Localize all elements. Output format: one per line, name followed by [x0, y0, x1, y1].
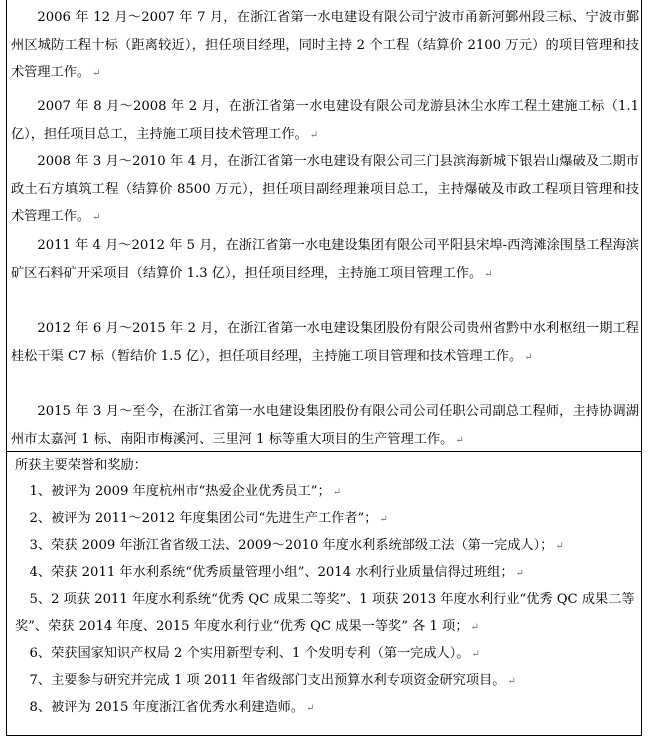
career-paragraph: 2007 年 8 月～2008 年 2 月，在浙江省第一水电建设有限公司龙游县沐尘水库工程土建施工标（1.1 亿），担任项目总工，主持施工项目技术管理工作。 ↵ [11, 99, 639, 142]
career-paragraph: 2012 年 6 月～2015 年 2 月，在浙江省第一水电建设集团股份有限公司贵州省黔中水利枢纽一期工程桂松干渠 C7 标（暂结价 1.5 亿），担任项目经理，主持施工项目管理和技术管理工作。 ↵ [11, 321, 639, 364]
honors-cell [7, 452, 641, 735]
honor-item: 3、荣获 2009 年浙江省省级工法、2009～2010 年度水利系统部级工法（第一完成人）； ↵ [29, 538, 564, 553]
resume-table [6, 0, 642, 736]
career-paragraph: 2006 年 12 月～2007 年 7 月，在浙江省第一水电建设有限公司宁波市甬新河鄞州段三标、宁波市鄞州区城防工程十标（距离较近），担任项目经理，同时主持 2 个工程（结算价 2100 万元）的项目管理和技术管理工作。 ↵ [11, 10, 639, 80]
paragraph-mark-icon: ↵ [379, 514, 388, 525]
career-paragraph: 2011 年 4 月～2012 年 5 月，在浙江省第一水电建设集团有限公司平阳县宋埠-西湾滩涂围垦工程海滨矿区石料矿开采项目（结算价 1.3 亿），担任项目经理，主持施工项目管理工作。 ↵ [11, 238, 639, 281]
career-cell [7, 0, 641, 452]
honor-item: 6、荣获国家知识产权局 2 个实用新型专利、1 个发明专利（第一完成人）。 ↵ [29, 646, 480, 661]
honor-item: 1、被评为 2009 年度杭州市“热爱企业优秀员工”； ↵ [29, 484, 342, 499]
honor-item: 4、荣获 2011 年水利系统“优秀质量管理小组”、2014 水利行业质量信得过班组； ↵ [29, 565, 524, 580]
paragraph-mark-icon: ↵ [471, 649, 480, 660]
paragraph-mark-icon: ↵ [524, 351, 533, 363]
paragraph-mark-icon: ↵ [555, 541, 564, 552]
paragraph-mark-icon: ↵ [92, 212, 101, 223]
career-paragraph: 2008 年 3 月～2010 年 4 月，在浙江省第一水电建设有限公司三门县滨海新城下银岩山爆破及二期市政土石方填筑工程（结算价 8500 万元），担任项目副经理兼项目总工，主持爆破及市政工程项目管理和技术管理工作。 ↵ [11, 154, 639, 224]
paragraph-mark-icon: ↵ [332, 487, 342, 498]
paragraph-mark-icon: ↵ [470, 622, 479, 633]
honors-title: 所获主要荣誉和奖励： [15, 458, 147, 473]
paragraph-mark-icon: ↵ [515, 568, 524, 579]
honor-item: 2、被评为 2011～2012 年度集团公司“先进生产工作者”； ↵ [29, 511, 388, 526]
paragraph-mark-icon: ↵ [455, 434, 464, 446]
paragraph-mark-icon: ↵ [507, 676, 516, 687]
career-paragraph: 2015 年 3 月～至今，在浙江省第一水电建设集团股份有限公司公司任职公司副总工程师，主持协调湖州市太嘉河 1 标、南阳市梅溪河、三里河 1 标等重大项目的生产管理工作。 ↵ [11, 404, 639, 447]
paragraph-mark-icon: ↵ [484, 268, 493, 280]
paragraph-mark-icon: ↵ [306, 703, 315, 714]
honor-item: 7、主要参与研究并完成 1 项 2011 年省级部门支出预算水利专项资金研究项目。 ↵ [29, 673, 516, 688]
honor-item: 5、2 项获 2011 年度水利系统“优秀 QC 成果二等奖”、1 项获 2013 年度水利行业“优秀 QC 成果二等奖”、荣获 2014 年度、2015 年度水利行业“优秀 QC 成果一等奖” 各 1 项； ↵ [15, 592, 635, 634]
paragraph-mark-icon: ↵ [92, 68, 101, 79]
honor-item: 8、被评为 2015 年度浙江省优秀水利建造师。 ↵ [29, 700, 315, 715]
paragraph-mark-icon: ↵ [309, 129, 319, 141]
